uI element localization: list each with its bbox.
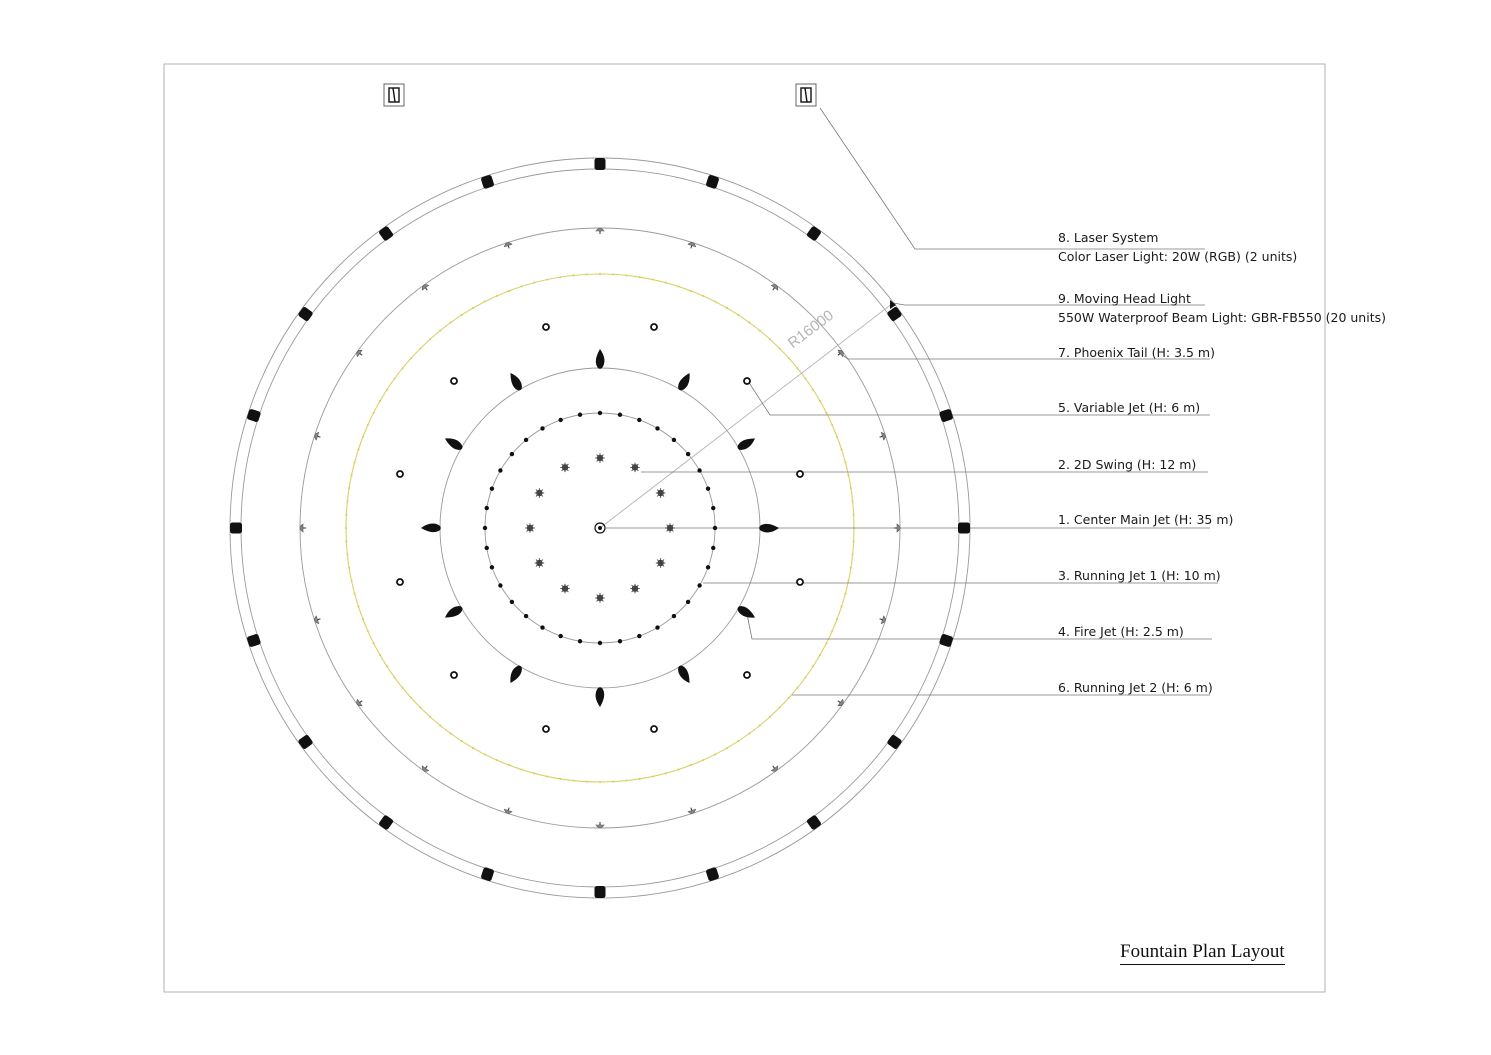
- phoenix-tail-stem: [360, 701, 362, 703]
- light-ring-lamp: [354, 461, 356, 463]
- light-ring-lamp: [450, 321, 452, 323]
- callout-moving-head-spec: 550W Waterproof Beam Light: GBR-FB550 (20 units): [1058, 310, 1386, 325]
- phoenix-tail-stem: [508, 808, 509, 811]
- moving-head-light-icon: [958, 523, 970, 534]
- light-ring-lamp: [345, 514, 347, 516]
- running-jet-icon: [711, 546, 715, 550]
- light-ring-lamp: [726, 747, 728, 749]
- moving-head-light-icon: [939, 633, 954, 647]
- running-jet-icon: [498, 468, 502, 472]
- light-ring-lamp: [379, 654, 381, 656]
- light-ring-lamp: [419, 707, 421, 709]
- light-ring-lamp: [586, 273, 588, 275]
- light-ring-lamp: [472, 307, 474, 309]
- light-ring-lamp: [759, 724, 761, 726]
- swing-nozzle-icon: [560, 584, 570, 594]
- fountain-equipment: [230, 84, 970, 898]
- laser-projector-icon: [384, 84, 404, 106]
- light-ring-lamp: [819, 400, 821, 402]
- variable-jet-icon: [797, 579, 803, 585]
- phoenix-tail-stem: [318, 436, 321, 437]
- light-ring-lamp: [379, 400, 381, 402]
- light-ring-lamp: [779, 347, 781, 349]
- light-ring-lamp: [769, 338, 771, 340]
- light-ring-lamp: [844, 461, 846, 463]
- light-ring-lamp: [599, 273, 601, 275]
- light-ring-lamp: [346, 500, 348, 502]
- phoenix-tail-stem: [318, 619, 321, 620]
- phoenix-tail-icon: [687, 241, 696, 249]
- light-ring-lamp: [461, 740, 463, 742]
- light-ring-lamp: [520, 285, 522, 287]
- fire-jet-icon: [596, 349, 605, 369]
- fire-jet-icon: [421, 524, 441, 533]
- light-ring-lamp: [836, 618, 838, 620]
- light-ring-lamp: [345, 540, 347, 542]
- variable-jet-icon: [397, 471, 403, 477]
- running-jet-icon: [524, 614, 528, 618]
- variable-jet-icon: [397, 579, 403, 585]
- running-jet-icon: [558, 418, 562, 422]
- callout-moving-head-title: 9. Moving Head Light: [1058, 291, 1191, 306]
- light-ring-lamp: [819, 654, 821, 656]
- phoenix-tail-stem: [691, 246, 692, 249]
- light-ring-lamp: [665, 282, 667, 284]
- callout-2d-swing: [1058, 455, 1196, 474]
- moving-head-light-icon: [806, 225, 822, 241]
- running-jet-icon: [697, 468, 701, 472]
- variable-jet-icon: [651, 726, 657, 732]
- moving-head-light-icon: [378, 814, 394, 830]
- light-ring-lamp: [346, 553, 348, 555]
- light-ring-lamp: [737, 314, 739, 316]
- moving-head-light-icon: [246, 408, 261, 422]
- running-jet-icon: [578, 413, 582, 417]
- light-ring-lamp: [373, 412, 375, 414]
- light-ring-lamp: [373, 642, 375, 644]
- callout-fire-jet-title: 4. Fire Jet (H: 2.5 m): [1058, 624, 1184, 639]
- moving-head-light-icon: [705, 867, 719, 882]
- phoenix-tail-icon: [313, 615, 321, 624]
- running-jet-icon: [498, 583, 502, 587]
- light-ring-lamp: [639, 276, 641, 278]
- running-jet-icon: [598, 411, 602, 415]
- swing-nozzle-icon: [595, 453, 605, 463]
- running-jet-icon: [524, 438, 528, 442]
- running-jet-icon: [490, 486, 494, 490]
- light-ring-lamp: [472, 747, 474, 749]
- running-jet-icon: [510, 600, 514, 604]
- light-ring-lamp: [386, 389, 388, 391]
- callout-laser-title: 8. Laser System: [1058, 230, 1159, 245]
- phoenix-tail-stem: [773, 766, 775, 768]
- running-jet-icon: [655, 625, 659, 629]
- running-jet-icon: [706, 565, 710, 569]
- light-ring-lamp: [612, 781, 614, 783]
- light-ring-lamp: [690, 290, 692, 292]
- callout-2d-swing-title: 2. 2D Swing (H: 12 m): [1058, 457, 1197, 472]
- light-ring-lamp: [850, 487, 852, 489]
- callout-running-jet-1-title: 3. Running Jet 1 (H: 10 m): [1058, 568, 1221, 583]
- light-ring-lamp: [639, 778, 641, 780]
- moving-head-light-icon: [297, 306, 313, 322]
- phoenix-tail-stem: [838, 701, 840, 703]
- running-jet-icon: [637, 634, 641, 638]
- callout-variable-jet-title: 5. Variable Jet (H: 6 m): [1058, 400, 1201, 415]
- light-ring-lamp: [825, 642, 827, 644]
- moving-head-light-icon: [297, 734, 313, 750]
- fire-jet-icon: [676, 371, 693, 392]
- light-ring-lamp: [429, 338, 431, 340]
- light-ring-lamp: [788, 697, 790, 699]
- light-ring-lamp: [690, 764, 692, 766]
- light-ring-lamp: [625, 780, 627, 782]
- swing-nozzle-icon: [525, 523, 535, 533]
- light-ring-lamp: [386, 665, 388, 667]
- running-jet-icon: [485, 506, 489, 510]
- light-ring-lamp: [737, 740, 739, 742]
- light-ring-lamp: [533, 772, 535, 774]
- moving-head-light-icon: [246, 633, 261, 647]
- running-jet-icon: [655, 426, 659, 430]
- running-jet-icon: [510, 452, 514, 456]
- phoenix-tail-stem: [880, 436, 883, 437]
- light-ring-lamp: [419, 347, 421, 349]
- callout-center-main-jet-title: 1. Center Main Jet (H: 35 m): [1058, 512, 1234, 527]
- fire-jet-flame: [736, 604, 757, 621]
- callout-moving-head: [1058, 289, 1386, 327]
- phoenix-tail-icon: [596, 822, 604, 828]
- light-ring-lamp: [533, 282, 535, 284]
- callout-running-jet-2-title: 6. Running Jet 2 (H: 6 m): [1058, 680, 1213, 695]
- phoenix-tail-icon: [687, 806, 696, 814]
- running-jet-icon: [637, 418, 641, 422]
- moving-head-light-icon: [886, 734, 902, 750]
- light-ring-lamp: [788, 357, 790, 359]
- light-ring-lamp: [796, 367, 798, 369]
- light-ring-lamp: [367, 630, 369, 632]
- light-ring-lamp: [461, 314, 463, 316]
- light-ring-lamp: [847, 580, 849, 582]
- light-ring-lamp: [831, 424, 833, 426]
- drawing-title: Fountain Plan Layout: [1120, 941, 1285, 965]
- light-ring-lamp: [402, 367, 404, 369]
- light-ring-lamp: [840, 605, 842, 607]
- running-jet-icon: [672, 438, 676, 442]
- light-ring-lamp: [508, 290, 510, 292]
- light-ring-lamp: [850, 567, 852, 569]
- running-jet-icon: [598, 641, 602, 645]
- light-ring-lamp: [665, 772, 667, 774]
- light-ring-lamp: [350, 474, 352, 476]
- light-ring-lamp: [748, 321, 750, 323]
- phoenix-tail-icon: [894, 524, 900, 532]
- light-ring-lamp: [402, 687, 404, 689]
- light-ring-lamp: [812, 389, 814, 391]
- swing-nozzle-icon: [665, 523, 675, 533]
- callout-running-jet-1: [1058, 566, 1221, 585]
- light-ring-lamp: [625, 274, 627, 276]
- light-ring-lamp: [840, 448, 842, 450]
- light-ring-lamp: [769, 716, 771, 718]
- variable-jet-icon: [744, 672, 750, 678]
- phoenix-tail-icon: [878, 431, 886, 440]
- moving-head-light-icon: [595, 886, 606, 898]
- light-ring-lamp: [847, 474, 849, 476]
- light-ring-lamp: [496, 759, 498, 761]
- moving-head-light-icon: [378, 225, 394, 241]
- fire-jet-flame: [676, 371, 693, 392]
- moving-head-light-icon: [480, 174, 494, 189]
- running-jet-icon: [697, 583, 701, 587]
- light-ring-lamp: [357, 605, 359, 607]
- fire-jet-icon: [759, 524, 779, 533]
- moving-head-light-icon: [230, 523, 242, 534]
- light-ring-lamp: [559, 276, 561, 278]
- light-ring-lamp: [812, 665, 814, 667]
- light-ring-lamp: [796, 687, 798, 689]
- swing-nozzle-icon: [560, 463, 570, 473]
- fire-jet-icon: [507, 664, 524, 685]
- running-jet-icon: [490, 565, 494, 569]
- phoenix-tail-stem: [360, 353, 362, 355]
- running-jet-icon: [540, 625, 544, 629]
- fire-jet-flame: [421, 524, 441, 533]
- callout-fire-jet: [1058, 622, 1184, 641]
- running-jet-icon: [618, 413, 622, 417]
- light-ring-lamp: [410, 357, 412, 359]
- phoenix-tail-icon: [596, 228, 604, 234]
- callout-laser: [1058, 228, 1297, 266]
- light-ring-lamp: [546, 278, 548, 280]
- light-ring-lamp: [759, 330, 761, 332]
- light-ring-lamp: [367, 424, 369, 426]
- light-ring-lamp: [508, 764, 510, 766]
- light-ring-lamp: [714, 753, 716, 755]
- moving-head-light-icon: [705, 174, 719, 189]
- light-ring-lamp: [677, 768, 679, 770]
- light-ring-lamp: [450, 732, 452, 734]
- fire-jet-icon: [596, 687, 605, 707]
- phoenix-tail-icon: [503, 806, 512, 814]
- light-ring-lamp: [559, 778, 561, 780]
- running-jet-icon: [672, 614, 676, 618]
- phoenix-tail-icon: [313, 431, 321, 440]
- running-jet-icon: [483, 526, 487, 530]
- fire-jet-flame: [759, 524, 779, 533]
- light-ring-lamp: [599, 781, 601, 783]
- running-jet-icon: [618, 639, 622, 643]
- light-ring-lamp: [393, 676, 395, 678]
- variable-jet-icon: [797, 471, 803, 477]
- callout-phoenix-tail: [1058, 343, 1215, 362]
- phoenix-tail-stem: [691, 808, 692, 811]
- swing-nozzle-icon: [656, 558, 666, 568]
- variable-jet-icon: [451, 378, 457, 384]
- swing-nozzle-icon: [630, 463, 640, 473]
- running-jet-icon: [540, 426, 544, 430]
- callout-center-main-jet: [1058, 510, 1233, 529]
- light-ring-lamp: [852, 500, 854, 502]
- fire-jet-flame: [596, 687, 605, 707]
- swing-nozzle-icon: [656, 488, 666, 498]
- light-ring-lamp: [520, 768, 522, 770]
- running-jet-icon: [558, 634, 562, 638]
- light-ring-lamp: [496, 295, 498, 297]
- light-ring-lamp: [357, 448, 359, 450]
- radius-dimension-label: R16000: [784, 306, 837, 352]
- light-ring-lamp: [702, 295, 704, 297]
- light-ring-lamp: [852, 553, 854, 555]
- swing-nozzle-icon: [535, 488, 545, 498]
- callout-phoenix-tail-title: 7. Phoenix Tail (H: 3.5 m): [1058, 345, 1215, 360]
- light-ring-lamp: [831, 630, 833, 632]
- phoenix-tail-icon: [878, 615, 886, 624]
- light-ring-lamp: [612, 273, 614, 275]
- phoenix-tail-stem: [425, 766, 427, 768]
- light-ring-lamp: [362, 618, 364, 620]
- light-ring-lamp: [484, 753, 486, 755]
- running-jet-icon: [578, 639, 582, 643]
- callout-laser-spec: Color Laser Light: 20W (RGB) (2 units): [1058, 249, 1298, 264]
- light-ring-lamp: [354, 593, 356, 595]
- light-ring-lamp: [804, 676, 806, 678]
- light-ring-lamp: [853, 514, 855, 516]
- phoenix-tail-stem: [425, 288, 427, 290]
- moving-head-light-icon: [886, 306, 902, 322]
- radius-dimension-line: [600, 303, 893, 528]
- light-ring-lamp: [345, 527, 347, 529]
- light-ring-lamp: [652, 775, 654, 777]
- running-jet-icon: [686, 452, 690, 456]
- phoenix-tail-stem: [508, 246, 509, 249]
- running-jet-icon: [686, 600, 690, 604]
- light-ring-lamp: [779, 707, 781, 709]
- moving-head-light-icon: [806, 814, 822, 830]
- phoenix-tail-stem: [838, 353, 840, 355]
- variable-jet-icon: [543, 324, 549, 330]
- swing-nozzle-icon: [630, 584, 640, 594]
- light-ring-lamp: [677, 285, 679, 287]
- moving-head-light-icon: [480, 867, 494, 882]
- callout-variable-jet: [1058, 398, 1200, 417]
- swing-nozzle-icon: [535, 558, 545, 568]
- variable-jet-icon: [651, 324, 657, 330]
- light-ring-lamp: [804, 378, 806, 380]
- moving-head-light-icon: [939, 408, 954, 422]
- variable-jet-icon: [744, 378, 750, 384]
- fire-jet-icon: [736, 604, 757, 621]
- light-ring-lamp: [586, 781, 588, 783]
- light-ring-lamp: [348, 567, 350, 569]
- running-jet-icon: [711, 506, 715, 510]
- light-ring-lamp: [572, 780, 574, 782]
- fire-jet-flame: [443, 435, 464, 452]
- center-jet-core: [598, 526, 602, 530]
- phoenix-tail-stem: [880, 619, 883, 620]
- light-ring-lamp: [844, 593, 846, 595]
- phoenix-tail-stem: [773, 288, 775, 290]
- light-ring-lamp: [714, 301, 716, 303]
- light-ring-lamp: [348, 487, 350, 489]
- phoenix-tail-icon: [503, 241, 512, 249]
- light-ring-lamp: [825, 412, 827, 414]
- callout-running-jet-2: [1058, 678, 1213, 697]
- running-jet-icon: [485, 546, 489, 550]
- light-ring-lamp: [726, 307, 728, 309]
- light-ring-lamp: [393, 378, 395, 380]
- light-ring-lamp: [572, 274, 574, 276]
- light-ring-lamp: [836, 436, 838, 438]
- running-jet-icon: [713, 526, 717, 530]
- fire-jet-icon: [443, 435, 464, 452]
- light-ring-lamp: [350, 580, 352, 582]
- light-ring-lamp: [853, 540, 855, 542]
- light-ring-lamp: [362, 436, 364, 438]
- laser-projector-icon: [796, 84, 816, 106]
- light-ring-lamp: [652, 278, 654, 280]
- phoenix-tail-icon: [300, 524, 306, 532]
- light-ring-lamp: [546, 775, 548, 777]
- moving-head-light-icon: [595, 158, 606, 170]
- fire-jet-flame: [507, 664, 524, 685]
- running-jet-icon: [706, 486, 710, 490]
- variable-jet-icon: [451, 672, 457, 678]
- swing-nozzle-icon: [595, 593, 605, 603]
- variable-jet-icon: [543, 726, 549, 732]
- fire-jet-flame: [596, 349, 605, 369]
- light-ring-lamp: [702, 759, 704, 761]
- light-ring-lamp: [439, 724, 441, 726]
- light-ring-lamp: [748, 732, 750, 734]
- light-ring-lamp: [484, 301, 486, 303]
- light-ring-lamp: [429, 716, 431, 718]
- light-ring-lamp: [439, 330, 441, 332]
- light-ring-lamp: [410, 697, 412, 699]
